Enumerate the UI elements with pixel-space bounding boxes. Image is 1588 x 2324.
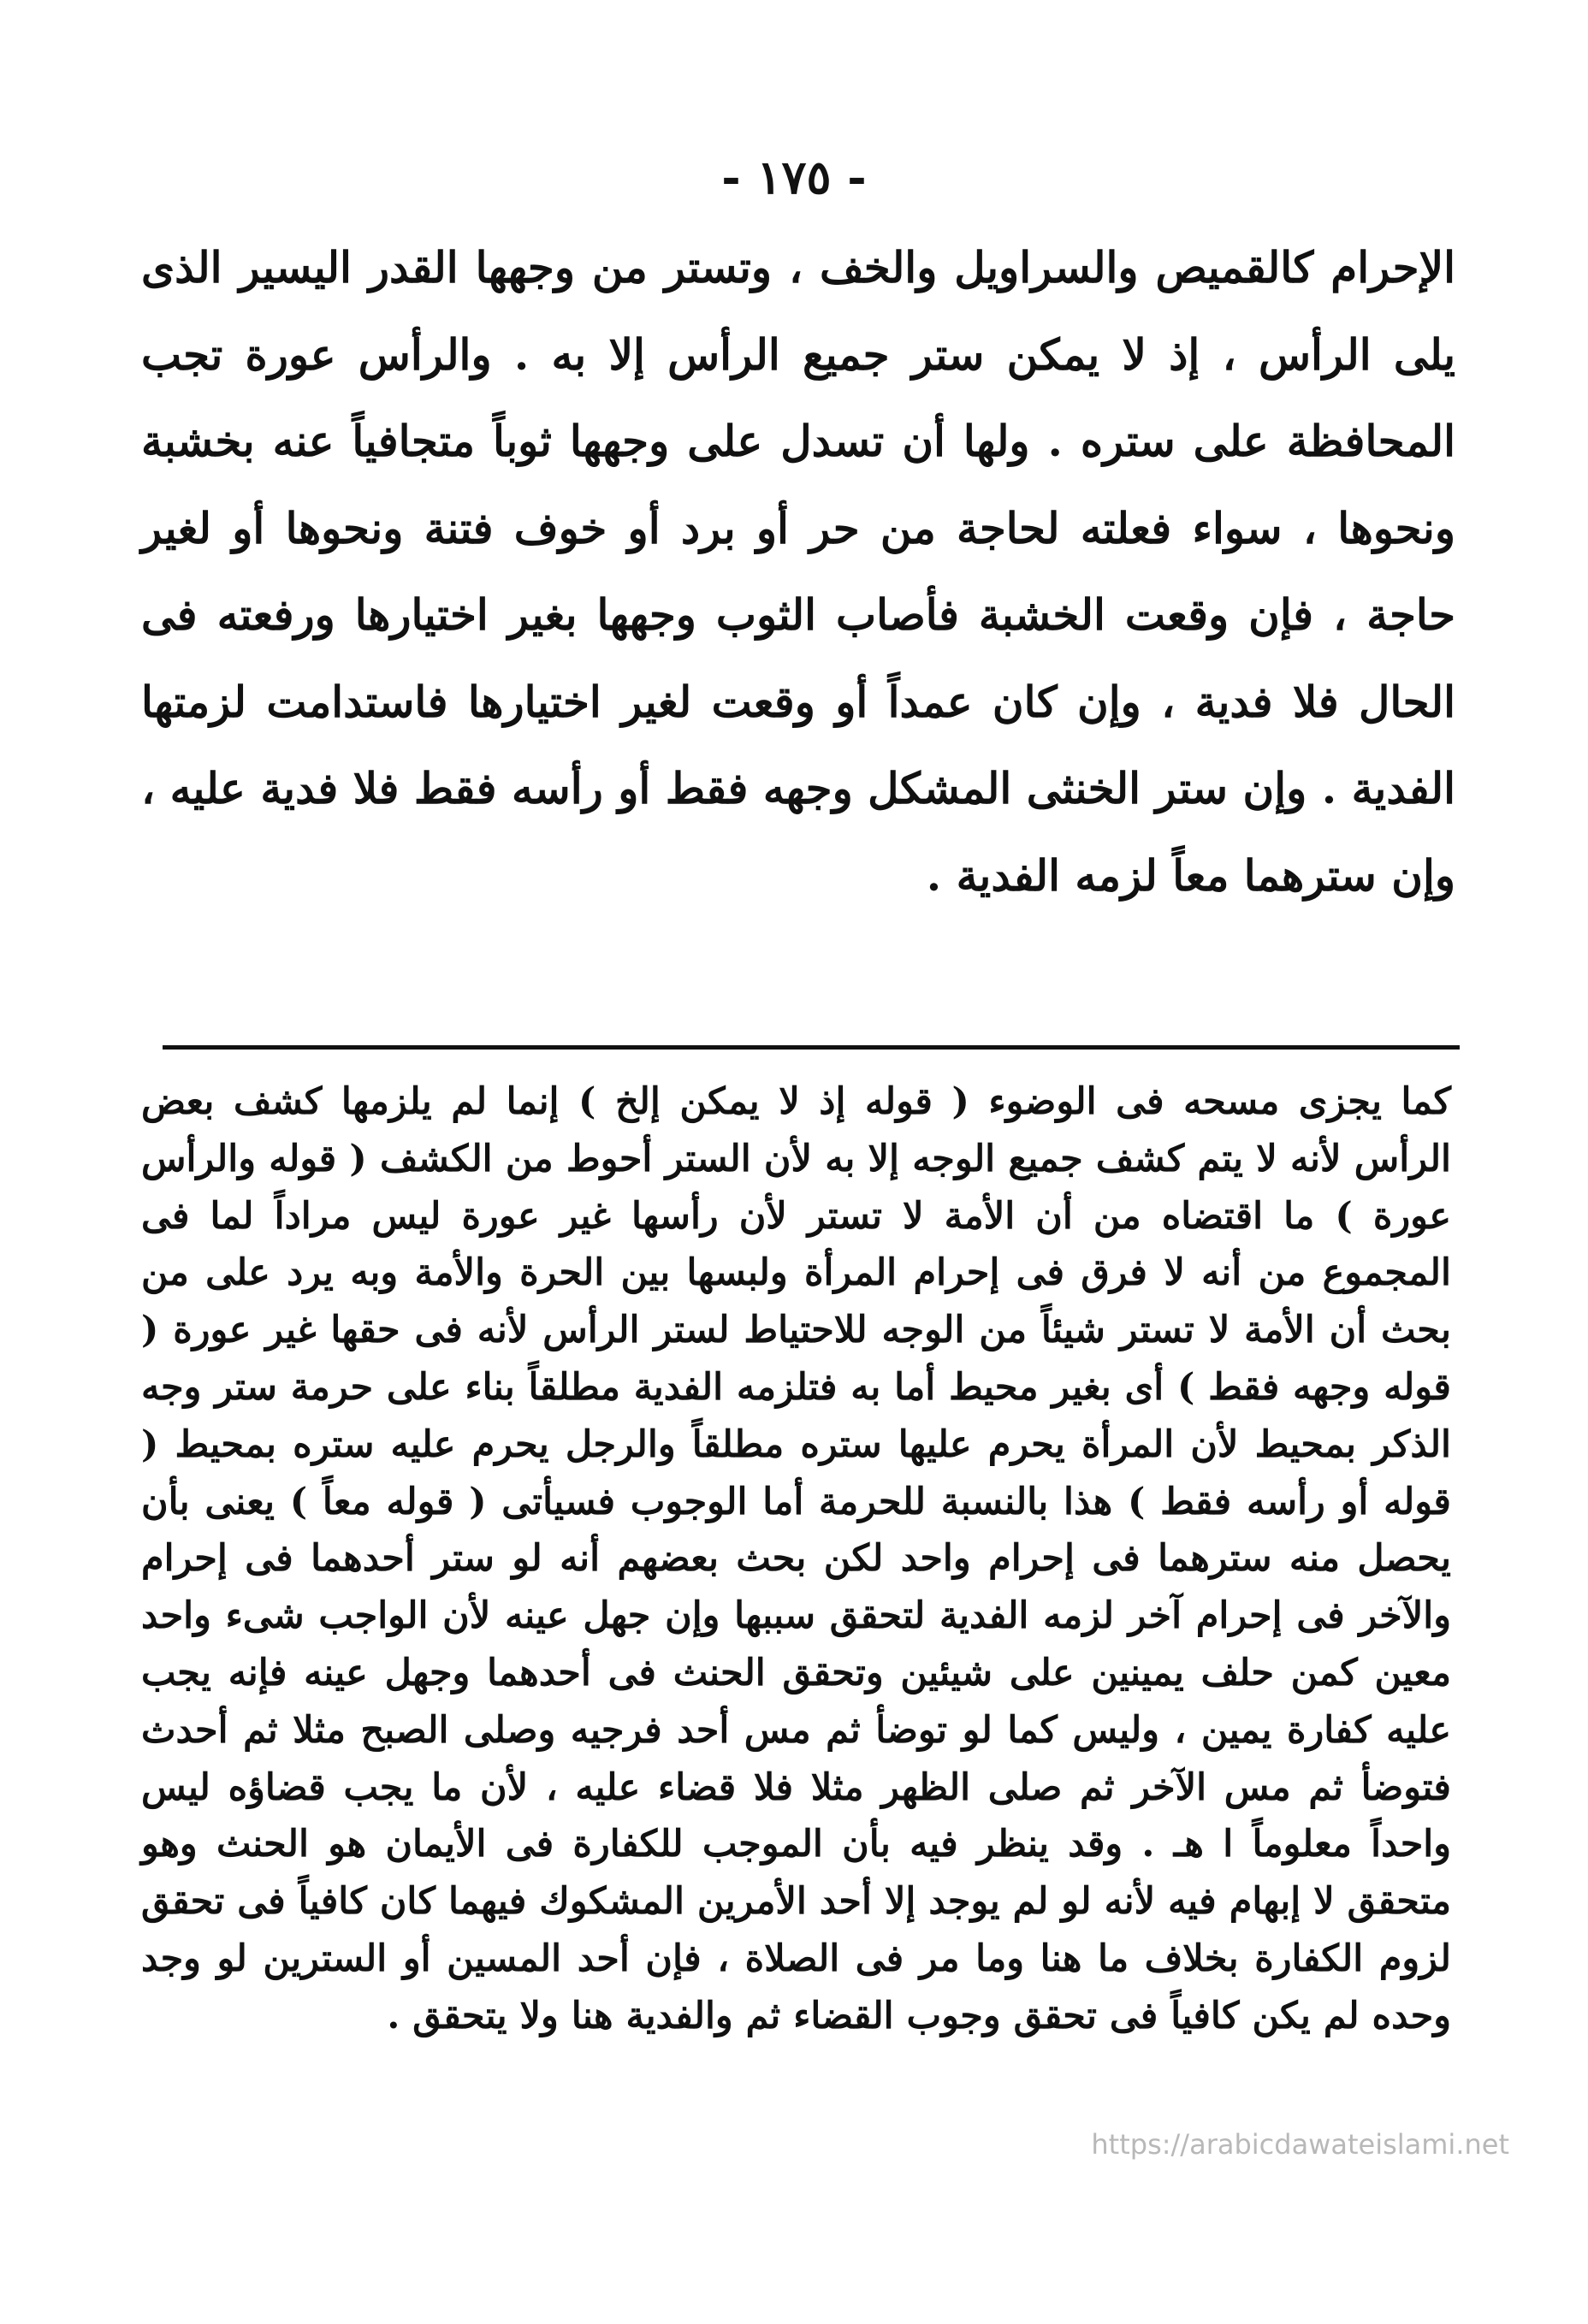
main-paragraph: الإحرام كالقميص والسراويل والخف ، وتستر من وجهها القدر اليسير الذى يلى الرأس ، إذ لا يمكن ستر جميع الرأس إلا به . والرأس عورة تجب المحافظة على ستره . ولها أن تسدل على وجهها ثوباً متجافياً عنه بخشبة ونحوها ، سواء فعلته لحاجة من حر أو برد أو خوف فتنة ونحوها أو لغير حاجة ، فإن وقعت الخشبة فأصاب الثوب وجهها بغير اختيارها ورفعته فى الحال فلا فدية ، وإن كان عمداً أو وقعت لغير اختيارها فاستدامت لزمتها الفدية . وإن ستر الخنثى المشكل وجهه فقط أو رأسه فقط فلا فدية عليه ، وإن سترهما معاً لزمه الفدية .: [141, 242, 1455, 901]
watermark-url: https://arabicdawateislami.net: [1091, 2128, 1509, 2161]
footnote-paragraph: كما يجزى مسحه فى الوضوء ( قوله إذ لا يمكن إلخ ) إنما لم يلزمها كشف بعض الرأس لأنه لا يتم كشف جميع الوجه إلا به لأن الستر أحوط من الكشف ( قوله والرأس عورة ) ما اقتضاه من أن الأمة لا تستر لأن رأسها غير عورة ليس مراداً لما فى المجموع من أنه لا فرق فى إحرام المرأة ولبسها بين الحرة والأمة وبه يرد على من بحث أن الأمة لا تستر شيئاً من الوجه للاحتياط لستر الرأس لأنه فى حقها غير عورة ( قوله وجهه فقط ) أى بغير محيط أما به فتلزمه الفدية مطلقاً بناء على حرمة ستر وجه الذكر بمحيط لأن المرأة يحرم عليها ستره مطلقاً والرجل يحرم عليه ستره بمحيط ( قوله أو رأسه فقط ) هذا بالنسبة للحرمة أما الوجوب فسيأتى ( قوله معاً ) يعنى بأن يحصل منه سترهما فى إحرام واحد لكن بحث بعضهم أنه لو ستر أحدهما فى إحرام والآخر فى إحرام آخر لزمه الفدية لتحقق سببها وإن جهل عينه لأن الواجب شىء واحد معين كمن حلف يمينين على شيئين وتحقق الحنث فى أحدهما وجهل عينه فإنه يجب عليه كفارة يمين ، وليس كما لو توضأ ثم مس أحد فرجيه وصلى الصبح مثلا ثم أحدث فتوضأ ثم مس الآخر ثم صلى الظهر مثلا فلا قضاء عليه ، لأن ما يجب قضاؤه ليس واحداً معلوماً ا هـ . وقد ينظر فيه بأن الموجب للكفارة فى الأيمان هو الحنث وهو متحقق لا إبهام فيه لأنه لو لم يوجد إلا أحد الأمرين المشكوك فيهما كان كافياً فى تحقق لزوم الكفارة بخلاف ما هنا وما مر فى الصلاة ، فإن أحد المسين أو السترين لو وجد وحده لم يكن كافياً فى تحقق وجوب القضاء ثم والفدية هنا ولا يتحقق .: [141, 1080, 1451, 2037]
page-number: - ١٧٥ -: [721, 150, 867, 204]
footnote: [141, 1073, 1451, 2045]
footnote-divider: [163, 1045, 1460, 1050]
main-text: [141, 224, 1455, 919]
